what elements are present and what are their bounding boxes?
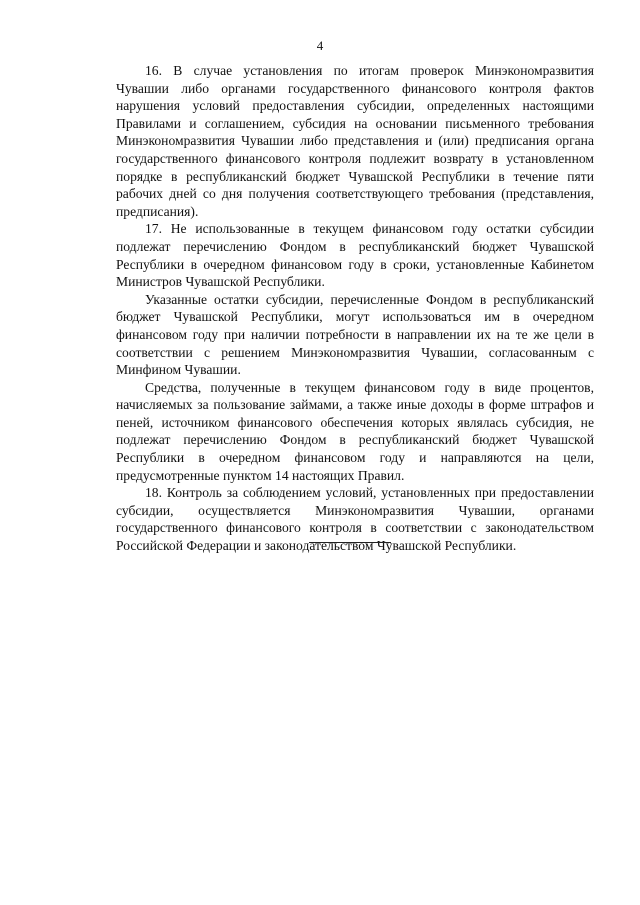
- end-divider-line: [309, 542, 391, 543]
- paragraph-17: 17. Не использованные в текущем финансовом году остатки субсидии подлежат перечислению Фондом в республиканский бюджет Чувашской Республики в очередном финансовом году в сроки, установленные Кабинетом Министров Чувашской Республики.: [116, 221, 594, 290]
- paragraph-18: 18. Контроль за соблюдением условий, установленных при предоставлении субсидии, осуществляется Минэкономразвития Чувашии, органами государственного финансового контроля в соответствии с законодательством Российской Федерации и законодательством Чувашской Республики.: [116, 485, 594, 554]
- paragraph-remaining-subsidy: Указанные остатки субсидии, перечисленные Фондом в республиканский бюджет Чувашской Республики, могут использоваться им в очередном финансовом году при наличии потребности в направлении их на те же цели в соответствии с решением Минэкономразвития Чувашии, согласованным с Минфином Чувашии.: [116, 291, 594, 378]
- paragraph-interest-income: Средства, полученные в текущем финансовом году в виде процентов, начисляемых за пользование займами, а также иные доходы в форме штрафов и пеней, источником финансового обеспечения которых являлась субсидия, не подлежат перечислению Фондом в республиканский бюджет Чувашской Республики в очередном финансовом году и направляются на цели, предусмотренные пунктом 14 настоящих Правил.: [116, 379, 594, 483]
- paragraph-16: 16. В случае установления по итогам проверок Минэкономразвития Чувашии либо органами государственного финансового контроля фактов нарушения условий предоставления субсидии, определенных настоящими Правилами и соглашением, субсидия на основании письменного требования Минэкономразвития Чувашии либо представления и (или) предписания органа государственного финансового контроля подлежит возврату в установленном порядке в республиканский бюджет Чувашской Республики в течение пяти рабочих дней со дня получения соответствующего требования (представления, предписания).: [116, 63, 594, 219]
- page-number: 4: [316, 38, 324, 53]
- document-body: [116, 62, 594, 555]
